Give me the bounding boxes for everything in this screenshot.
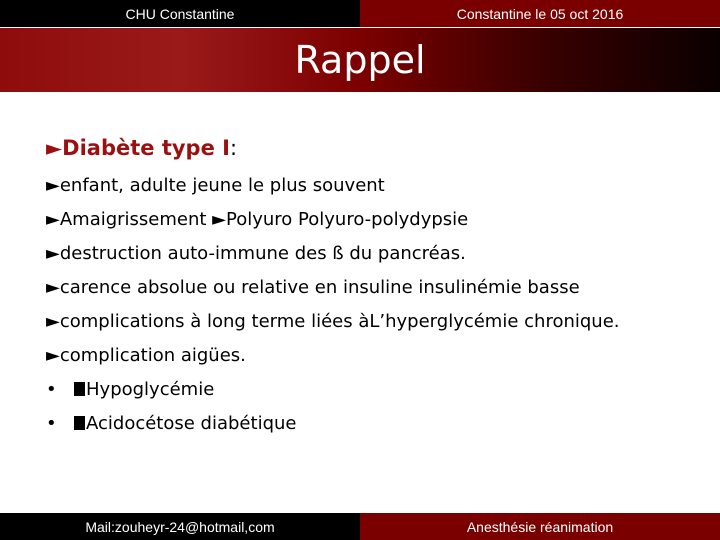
heading-marker: ► [46,136,63,160]
date-label: Constantine le 05 oct 2016 [456,5,624,22]
footer-department: Anesthésie réanimation [466,518,614,535]
list-item: ►Amaigrissement ►Polyuro Polyuro-polydypsie [46,209,469,230]
sub-item-text: Hypoglycémie [86,379,215,400]
list-item: ►carence absolue ou relative en insuline insulinémie basse [46,277,580,298]
footer-email: Mail:zouheyr-24@hotmail,com [85,518,275,535]
slide-content [46,133,696,441]
heading-colon: : [229,136,238,160]
institution-label: CHU Constantine [125,5,235,22]
sub-list-item [46,407,696,441]
list-item: ►destruction auto-immune des ß du pancréas. [46,243,466,264]
bullet-icon: • [46,379,57,400]
header-right-bar [360,0,720,27]
slide-title: Rappel [294,38,426,82]
list-item: ►complication aigües. [46,345,246,366]
missing-glyph-icon [74,382,85,396]
missing-glyph-icon [74,416,85,430]
list-item: ►complications à long terme liées àL’hyperglycémie chronique. [46,311,620,332]
list-item: ►enfant, adulte jeune le plus souvent [46,175,385,196]
header-left-bar [0,0,360,27]
section-heading [46,133,696,163]
footer-right-bar [360,513,720,540]
title-band [0,28,720,92]
heading-text: Diabète type I [62,136,230,160]
sub-list-item [46,373,696,407]
sub-item-text: Acidocétose diabétique [86,413,297,434]
bullet-icon: • [46,413,57,434]
footer-left-bar [0,513,360,540]
